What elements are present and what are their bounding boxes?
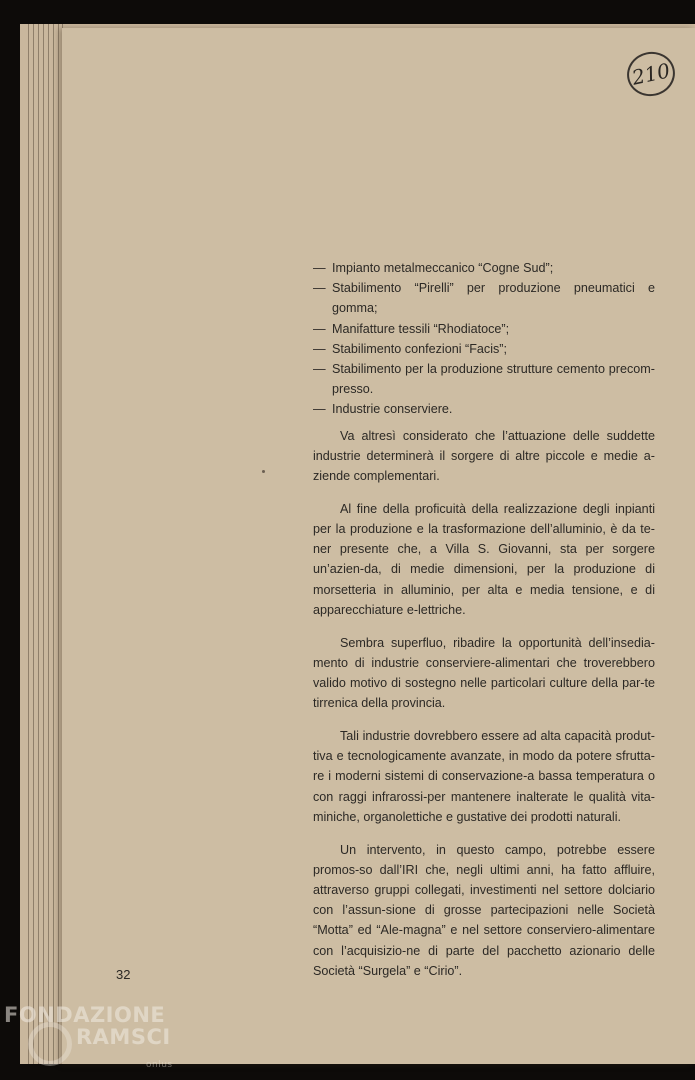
body-text — [313, 258, 655, 994]
list-item-text: Impianto metalmeccanico “Cogne Sud”; — [332, 261, 554, 275]
paragraph: Tali industrie dovrebbero essere ad alta capacità produt-tiva e tecnologicamente avanzate, in modo da potere sfrutta-re i moderni sistemi di conservazione-a bassa temperatura o con raggi infrarossi-per mantenere inalterate le qualità vita-miniche, organolettiche e gustative dei prodotti naturali. — [313, 729, 655, 824]
watermark-suffix: onlus — [146, 1060, 173, 1070]
page-edge — [33, 24, 34, 1064]
page-edge — [53, 24, 54, 1064]
page-edge — [38, 24, 39, 1064]
list-item — [313, 399, 655, 419]
list-dash: — — [313, 362, 326, 377]
paper-speck — [262, 470, 265, 473]
list-item-text: Stabilimento “Pirelli” per produzione pneumatici e gomma; — [332, 281, 655, 316]
paragraph: Va altresì considerato che l’attuazione delle suddette industrie determinerà il sorgere di altre piccole e medie a-ziende complementari. — [313, 428, 655, 484]
watermark — [4, 1003, 184, 1070]
watermark-line-2: RAMSCI — [76, 1025, 171, 1049]
page-edge — [48, 24, 49, 1064]
list-dash: — — [313, 402, 326, 417]
page-number: 32 — [116, 967, 131, 982]
list-item-text: Industrie conserviere. — [332, 402, 453, 417]
paragraph: Un intervento, in questo campo, potrebbe essere promos-so dall’IRI che, negli ultimi anni, ha fatto affluire, attraverso gruppi collegati, investimenti nel settore dolciario con l’assun-sione di grosse partecipazioni nelle Società “Motta” ed “Ale-magna” e nel settore conserviero-alimentare con l’acquisizio-ne di parte del pacchetto azionario delle Società “Surgela” e “Cirio”. — [313, 842, 655, 978]
list-item-text: Manifatture tessili “Rhodiatoce”; — [332, 321, 510, 336]
list-item-text: Stabilimento confezioni “Facis”; — [332, 341, 507, 356]
list-item — [313, 359, 655, 399]
list-item — [313, 278, 655, 318]
paragraph: Sembra superfluo, ribadire la opportunità dell’insedia-mento di industrie conserviere-alimentari che troverebbero valido motivo di sostegno nelle particolari culture della par-te tirrenica della provincia. — [313, 635, 655, 711]
page-edge — [58, 24, 59, 1064]
page-edge — [43, 24, 44, 1064]
list-item — [313, 258, 655, 278]
list-dash: — — [313, 341, 326, 356]
list-dash: — — [313, 261, 326, 275]
list-item — [313, 319, 655, 339]
watermark-line-1: FONDAZIONE — [4, 1003, 166, 1027]
list-dash: — — [313, 321, 326, 336]
page-edge — [28, 24, 29, 1064]
archive-stamp: 210 — [623, 47, 679, 100]
paragraph: Al fine della proficuità della realizzazione degli inpianti per la produzione e la trasformazione dell’alluminio, è da te-ner presente che, a Villa S. Giovanni, sta per sorgere un’azien-da, di medie dimensioni, per la produzione di morsetteria in alluminio, per alta e media tensione, e di apparecchiature e-lettriche. — [313, 501, 655, 617]
list-item-text: Stabilimento per la produzione strutture cemento precom-presso. — [332, 362, 655, 397]
list-dash: — — [313, 281, 326, 296]
list-item — [313, 339, 655, 359]
